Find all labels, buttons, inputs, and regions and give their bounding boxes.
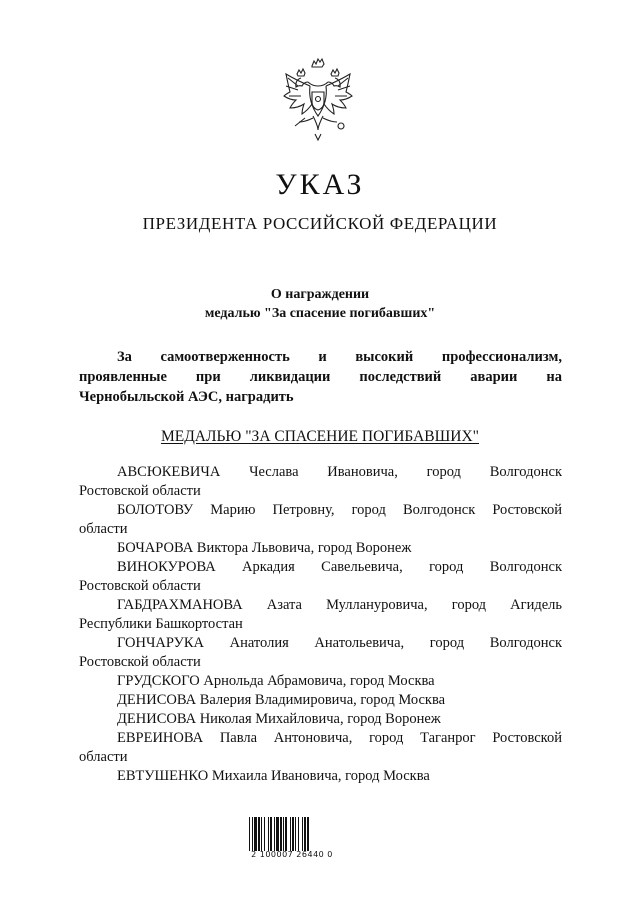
barcode-bar <box>307 817 309 851</box>
awardee-line: Ростовской области <box>79 483 201 499</box>
awardee-entry <box>79 501 562 539</box>
barcode-bar <box>292 817 294 851</box>
awardee-line: ДЕНИСОВА Николая Михайловича, город Воронеж <box>117 711 441 727</box>
document-subject <box>0 285 640 323</box>
barcode-number: 2 100007 26440 0 <box>251 850 333 859</box>
barcode-bar <box>252 817 253 851</box>
preamble-line: Чернобыльской АЭС, наградить <box>79 389 294 405</box>
awardee-line: области <box>79 521 128 537</box>
preamble-paragraph <box>79 347 562 407</box>
awardee-line: ГАБДРАХМАНОВА Азата Муллануровича, город Агидель <box>117 597 562 613</box>
barcode-bar <box>276 817 279 851</box>
barcode-bar <box>302 817 303 851</box>
awardee-entry <box>79 672 562 691</box>
awardee-entry <box>79 691 562 710</box>
awardee-line: БОЛОТОВУ Марию Петровну, город Волгодонск Ростовской <box>117 502 562 518</box>
barcode-bar <box>280 817 282 851</box>
barcode-bar <box>274 817 275 851</box>
barcode-bar <box>270 817 272 851</box>
subject-line: медалью "За спасение погибавших" <box>204 306 436 321</box>
awardee-entry <box>79 710 562 729</box>
awardee-entry <box>79 539 562 558</box>
barcode-bar <box>283 817 284 851</box>
barcode-bar <box>285 817 287 851</box>
barcode-bar <box>304 817 306 851</box>
barcode-bar <box>268 817 269 851</box>
barcode-bar <box>258 817 260 851</box>
barcode-bar <box>254 817 257 851</box>
barcode-bar <box>298 817 299 851</box>
barcode-bar <box>264 817 265 851</box>
subject-line: О награждении <box>270 287 370 302</box>
awardee-entry <box>79 558 562 596</box>
awardee-entry <box>79 463 562 501</box>
award-heading <box>0 427 640 447</box>
barcode-bar <box>261 817 262 851</box>
awardee-line: ВИНОКУРОВА Аркадия Савельевича, город Волгодонск <box>117 559 562 575</box>
awardee-entry <box>79 634 562 672</box>
award-heading-text: МЕДАЛЬЮ "ЗА СПАСЕНИЕ ПОГИБАВШИХ" <box>160 428 479 445</box>
awardee-line: ДЕНИСОВА Валерия Владимировича, город Москва <box>117 692 446 708</box>
awardee-line: АВСЮКЕВИЧА Чеслава Ивановича, город Волгодонск <box>117 464 562 480</box>
barcode-bar <box>249 817 250 851</box>
awardee-line: Ростовской области <box>79 578 201 594</box>
document-subtitle: ПРЕЗИДЕНТА РОССИЙСКОЙ ФЕДЕРАЦИИ <box>142 214 498 233</box>
awardee-line: ГРУДСКОГО Арнольда Абрамовича, город Москва <box>117 673 435 689</box>
preamble-line: проявленные при ликвидации последствий аварии на <box>79 369 562 385</box>
barcode-icon <box>248 817 334 851</box>
awardee-entry <box>79 596 562 634</box>
awardee-entry <box>79 729 562 767</box>
document-title: УКАЗ <box>275 168 365 201</box>
barcode-bar <box>295 817 296 851</box>
awardee-line: области <box>79 749 128 765</box>
awardee-list <box>79 463 562 786</box>
coat-of-arms-emblem-icon <box>277 56 359 146</box>
barcode-bar <box>290 817 291 851</box>
preamble-line: За самоотверженность и высокий профессионализм, <box>117 349 562 365</box>
awardee-line: Ростовской области <box>79 654 201 670</box>
awardee-line: ГОНЧАРУКА Анатолия Анатольевича, город Волгодонск <box>117 635 562 651</box>
awardee-entry <box>79 767 562 786</box>
awardee-line: ЕВРЕИНОВА Павла Антоновича, город Таганрог Ростовской <box>117 730 562 746</box>
awardee-line: Республики Башкортостан <box>79 616 243 632</box>
awardee-line: БОЧАРОВА Виктора Львовича, город Воронеж <box>117 540 412 556</box>
awardee-line: ЕВТУШЕНКО Михаила Ивановича, город Москва <box>117 768 430 784</box>
